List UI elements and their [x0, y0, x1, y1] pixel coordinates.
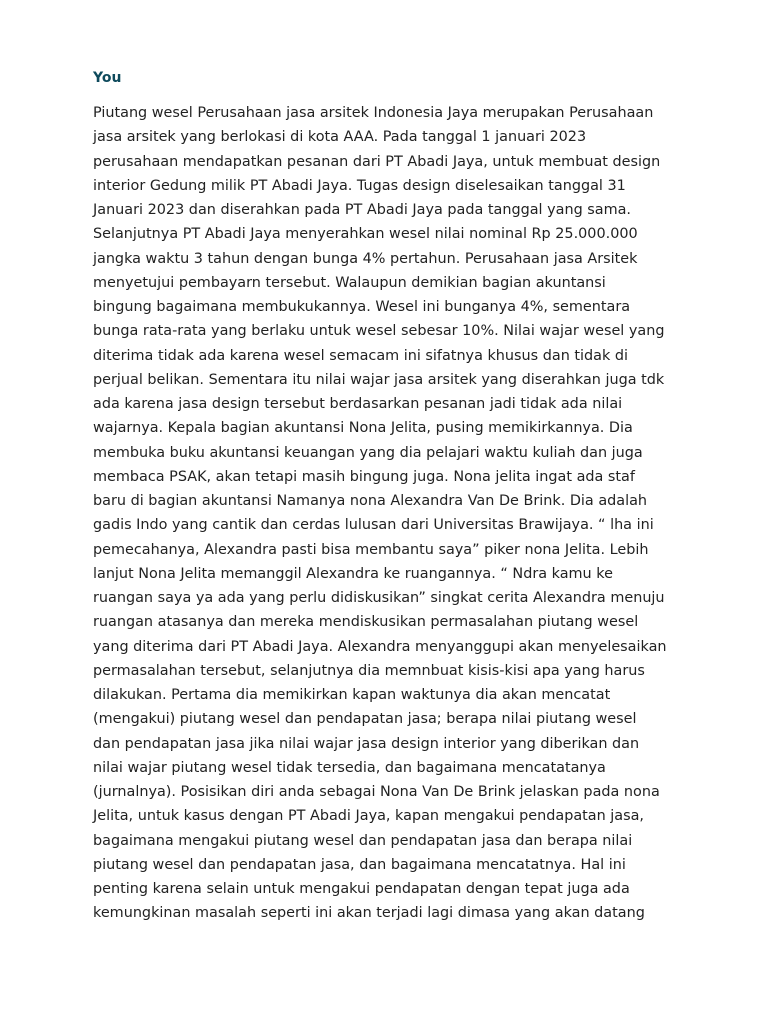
message-line: ruangan atasanya dan mereka mendiskusikan permasalahan piutang wesel [93, 614, 639, 631]
message-line: membaca PSAK, akan tetapi masih bingung juga. Nona jelita ingat ada staf [93, 468, 635, 485]
message-line: dilakukan. Pertama dia memikirkan kapan waktunya dia akan mencatat [93, 687, 611, 703]
message-line: baru di bagian akuntansi Namanya nona Alexandra Van De Brink. Dia adalah [93, 493, 648, 509]
message-line: jasa arsitek yang berlokasi di kota AAA. Pada tanggal 1 januari 2023 [93, 129, 587, 146]
message-line: diterima tidak ada karena wesel semacam ini sifatnya khusus dan tidak di [93, 347, 629, 364]
message-line: permasalahan tersebut, selanjutnya dia memnbuat kisis-kisi apa yang harus [93, 662, 645, 679]
message-line: bingung bagaimana membukukannya. Wesel ini bunganya 4%, sementara [93, 299, 631, 315]
message-line: ruangan saya ya ada yang perlu didiskusikan” singkat cerita Alexandra menuju [93, 590, 665, 606]
speaker-label: You [93, 70, 122, 86]
message-line: kemungkinan masalah seperti ini akan terjadi lagi dimasa yang akan datang [93, 905, 645, 922]
message-line: nilai wajar piutang wesel tidak tersedia, dan bagaimana mencatatanya [93, 759, 606, 776]
message-line: dan pendapatan jasa jika nilai wajar jasa design interior yang diberikan dan [93, 735, 640, 752]
message-line: bunga rata-rata yang berlaku untuk wesel sebesar 10%. Nilai wajar wesel yang [93, 323, 665, 340]
message-line: wajarnya. Kepala bagian akuntansi Nona Jelita, pusing memikirkannya. Dia [93, 420, 633, 437]
message-line: (mengakui) piutang wesel dan pendapatan jasa; berapa nilai piutang wesel [93, 711, 637, 728]
message-line: Jelita, untuk kasus dengan PT Abadi Jaya, kapan mengakui pendapatan jasa, [93, 808, 645, 825]
message-line: Januari 2023 dan diserahkan pada PT Abadi Jaya pada tanggal yang sama. [93, 202, 632, 218]
message-line: yang diterima dari PT Abadi Jaya. Alexandra menyanggupi akan menyelesaikan [93, 638, 667, 655]
message-line: penting karena selain untuk mengakui pendapatan dengan tepat juga ada [93, 881, 630, 897]
message-line: perusahaan mendapatkan pesanan dari PT Abadi Jaya, untuk membuat design [93, 153, 661, 170]
message-line: Piutang wesel Perusahaan jasa arsitek Indonesia Jaya merupakan Perusahaan [93, 105, 654, 121]
message-line: gadis Indo yang cantik dan cerdas lulusan dari Universitas Brawijaya. “ lha ini [93, 517, 654, 534]
message-line: lanjut Nona Jelita memanggil Alexandra ke ruangannya. “ Ndra kamu ke [93, 565, 613, 582]
message-line: ada karena jasa design tersebut berdasarkan pesanan jadi tidak ada nilai [93, 396, 623, 412]
message-line: menyetujui pembayarn tersebut. Walaupun demikian bagian akuntansi [93, 274, 606, 291]
message-line: Selanjutnya PT Abadi Jaya menyerahkan wesel nilai nominal Rp 25.000.000 [93, 226, 638, 243]
message-line: membuka buku akuntansi keuangan yang dia pelajari waktu kuliah dan juga [93, 444, 643, 461]
message-body [93, 101, 683, 926]
message-line: perjual belikan. Sementara itu nilai wajar jasa arsitek yang diserahkan juga tdk [93, 371, 665, 388]
message-line: (jurnalnya). Posisikan diri anda sebagai Nona Van De Brink jelaskan pada nona [93, 784, 660, 800]
message-line: piutang wesel dan pendapatan jasa, dan bagaimana mencatatnya. Hal ini [93, 856, 626, 873]
message-line: pemecahanya, Alexandra pasti bisa membantu saya” piker nona Jelita. Lebih [93, 541, 649, 558]
message-line: bagaimana mengakui piutang wesel dan pendapatan jasa dan berapa nilai [93, 832, 633, 849]
message-line: jangka waktu 3 tahun dengan bunga 4% pertahun. Perusahaan jasa Arsitek [93, 250, 638, 267]
message-line: interior Gedung milik PT Abadi Jaya. Tugas design diselesaikan tanggal 31 [93, 177, 626, 194]
